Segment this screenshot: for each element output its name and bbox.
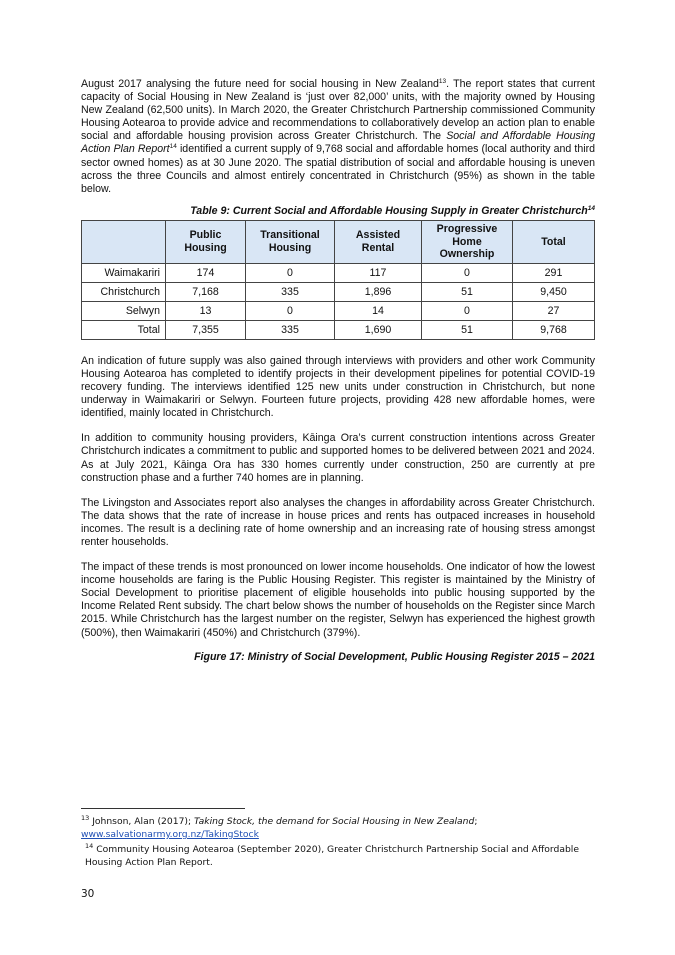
figure-caption: Figure 17: Ministry of Social Development, Public Housing Register 2015 – 2021	[194, 650, 595, 663]
footnote-divider	[81, 808, 245, 809]
header-public-housing: Public Housing	[166, 220, 246, 263]
footnote-14: $^{14}$ Community Housing Aotearoa (September 2020), Greater Christchurch Partnership Social and Affordable Housing Action Plan Report.	[85, 842, 580, 868]
report-title-italic: Social and Affordable Housing Action Plan Report	[81, 130, 595, 156]
table-row: Christchurch 7,168 335 1,896 51 9,450	[82, 282, 595, 301]
table-row: Waimakariri 174 0 117 0 291	[82, 263, 595, 282]
housing-supply-table	[81, 220, 595, 340]
footnotes	[81, 815, 595, 869]
header-assisted-rental: Assisted Rental	[335, 220, 422, 263]
table-header-row	[82, 220, 595, 263]
paragraph-1: August 2017 analysing the future need for social housing in New Zealand$^{13}$. The report states that current capacity of Social Housing in New Zealand is ‘just over 82,000’ units, with the majority owned by Housing New Zealand (62,500 units). In March 2020, the Greater Christchurch Partnership commissioned Community Housing Aotearoa to provide advice and recommendations to collaboratively develop an action plan to enable social and affordable housing provision across Greater Christchurch. The Social and Affordable Housing Action Plan Report$^{14}$ identified a current supply of 9,768 social and affordable homes (local authority and third sector owned homes) as at 30 June 2020. The spatial distribution of social and affordable housing is uneven across the three Councils and almost entirely concentrated in Christchurch (95%) as shown in the table below.	[81, 78, 595, 195]
table-row-total: Total 7,355 335 1,690 51 9,768	[82, 320, 595, 339]
table-row: Selwyn 13 0 14 0 27	[82, 301, 595, 320]
paragraph-4: The Livingston and Associates report also analyses the changes in affordability across Greater Christchurch. The data shows that the rate of increase in house prices and rents has outpaced increases in household incomes. The result is a declining rate of home ownership and an increasing rate of housing stress amongst renter households.	[81, 496, 595, 548]
footnote-13-link[interactable]: www.salvationarmy.org.nz/TakingStock	[81, 829, 259, 840]
page-content	[81, 78, 595, 664]
page-number: 30	[81, 888, 95, 900]
paragraph-5: The impact of these trends is most pronounced on lower income households. One indicator of how the lowest income households are faring is the Public Housing Register. This register is maintained by the Ministry of Social Development to prioritise placement of eligible households into public housing supported by the Income Related Rent subsidy. The chart below shows the number of households on the Register since March 2015. While Christchurch has the largest number on the register, Selwyn has experienced the highest growth (500%), then Waimakariri (450%) and Christchurch (379%).	[81, 561, 595, 639]
header-progressive-home-ownership: Progressive Home Ownership	[422, 220, 513, 263]
paragraph-3: In addition to community housing providers, Kāinga Ora’s current construction intentions across Greater Christchurch indicates a commitment to public and supported homes to be delivered between 2021 and 2024. As at July 2021, Kāinga Ora has 330 homes currently under construction, 250 are currently at pre construction phase and a further 740 homes are in planning.	[81, 432, 595, 484]
paragraph-2: An indication of future supply was also gained through interviews with providers and other work Community Housing Aotearoa has completed to identify projects in their development pipelines for potential COVID-19 recovery funding. The interviews identified 125 new units under construction in Christchurch, but none underway in Waimakariri or Selwyn. Fourteen future projects, providing 428 new affordable homes, were identified, mainly located in Christchurch.	[81, 354, 595, 420]
table-caption: Table 9: Current Social and Affordable Housing Supply in Greater Christchurch$^{14}$	[190, 204, 595, 217]
header-total: Total	[513, 220, 595, 263]
footnote-ref-14[interactable]: 14	[169, 143, 177, 151]
header-transitional-housing: Transitional Housing	[246, 220, 335, 263]
footnote-ref-13[interactable]: 13	[438, 78, 447, 85]
header-blank	[82, 220, 166, 263]
footnote-13: $^{13}$ Johnson, Alan (2017); Taking Stock, the demand for Social Housing in New Zealand; www.salvationarmy.org.nz/TakingStock	[81, 814, 478, 840]
